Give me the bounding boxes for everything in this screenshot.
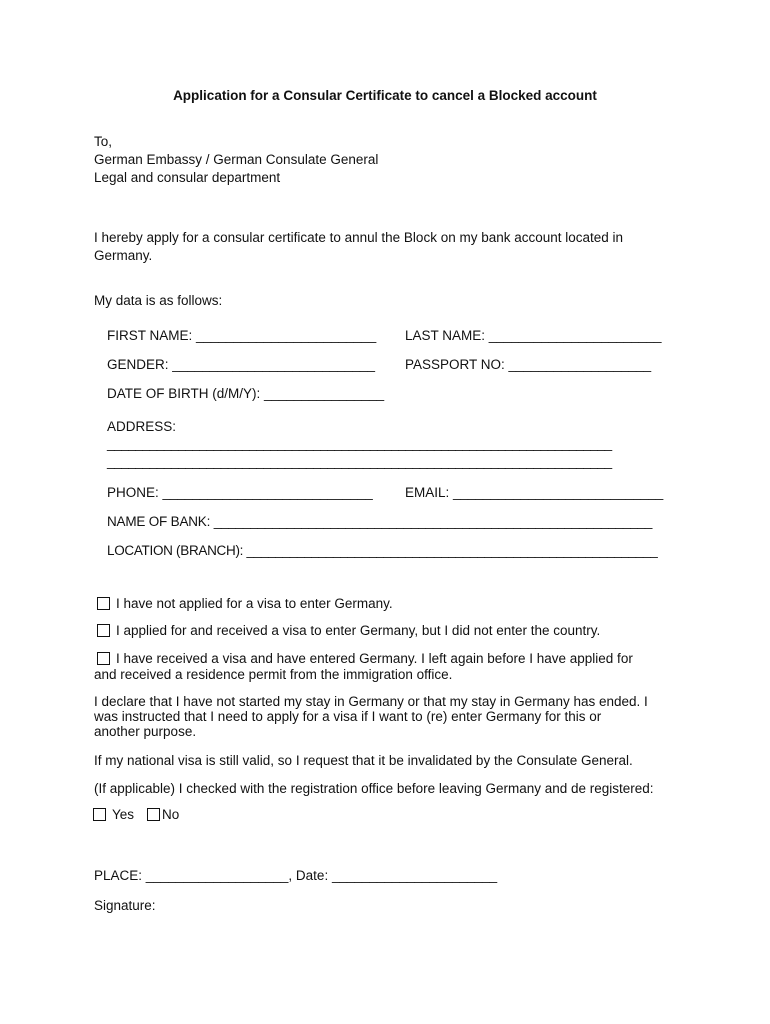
declaration-line-2: was instructed that I need to apply for a visa if I want to (re) enter Germany for this or [94,709,602,724]
declaration-line-1: I declare that I have not started my stay in Germany or that my stay in Germany has ended. I [94,694,648,709]
visa-valid-statement: If my national visa is still valid, so I request that it be invalidated by the Consulate General. [94,753,633,768]
option-not-applied-label: I have not applied for a visa to enter Germany. [116,596,393,611]
recipient-line-2: German Embassy / German Consulate General [94,152,379,167]
checkbox-icon[interactable] [97,597,110,610]
checkbox-icon[interactable] [97,624,110,637]
option-applied-not-entered-label: I applied for and received a visa to enter Germany, but I did not enter the country. [116,623,601,638]
passport-field[interactable]: PASSPORT NO: ___________________ [405,357,652,372]
no-option[interactable] [147,807,179,822]
checkbox-icon[interactable] [93,808,106,821]
intro-line-2: Germany. [94,248,153,263]
declaration-line-3: another purpose. [94,724,197,739]
email-field[interactable]: EMAIL: ____________________________ [405,485,664,500]
phone-field[interactable]: PHONE: ____________________________ [107,485,373,500]
address-line-2[interactable]: _______________________________________________________________________ [107,454,612,469]
registration-question: (If applicable) I checked with the registration office before leaving Germany and de registered: [94,781,654,796]
branch-field[interactable]: LOCATION (BRANCH): _________________________________________________________ [107,543,658,558]
address-line-1[interactable]: _______________________________________________________________________ [107,436,612,451]
place-date-field[interactable]: PLACE: ___________________, Date: ______________________ [94,868,498,883]
no-label: No [162,807,180,822]
bank-name-field[interactable]: NAME OF BANK: ____________________________________________________________ [107,514,653,529]
recipient-line-3: Legal and consular department [94,170,281,185]
option-entered-left[interactable] [97,651,633,666]
signature-label: Signature: [94,898,156,913]
yes-label: Yes [112,807,135,822]
checkbox-icon[interactable] [97,652,110,665]
option-not-applied[interactable] [97,596,393,611]
option-entered-left-label: I have received a visa and have entered Germany. I left again before I have applied for [116,651,633,666]
last-name-field[interactable]: LAST NAME: _______________________ [405,328,662,343]
checkbox-icon[interactable] [147,808,160,821]
data-intro: My data is as follows: [94,293,223,308]
intro-line-1: I hereby apply for a consular certificate to annul the Block on my bank account located in [94,230,624,245]
recipient-line-1: To, [94,134,113,149]
address-label: ADDRESS: [107,419,177,434]
gender-field[interactable]: GENDER: ___________________________ [107,357,375,372]
dob-field[interactable]: DATE OF BIRTH (d/M/Y): ________________ [107,386,385,401]
page-title: Application for a Consular Certificate to cancel a Blocked account [173,88,597,103]
option-applied-not-entered[interactable] [97,623,600,638]
first-name-field[interactable]: FIRST NAME: ________________________ [107,328,377,343]
yes-option[interactable] [93,807,134,822]
option-entered-left-label-2: and received a residence permit from the immigration office. [94,667,453,682]
